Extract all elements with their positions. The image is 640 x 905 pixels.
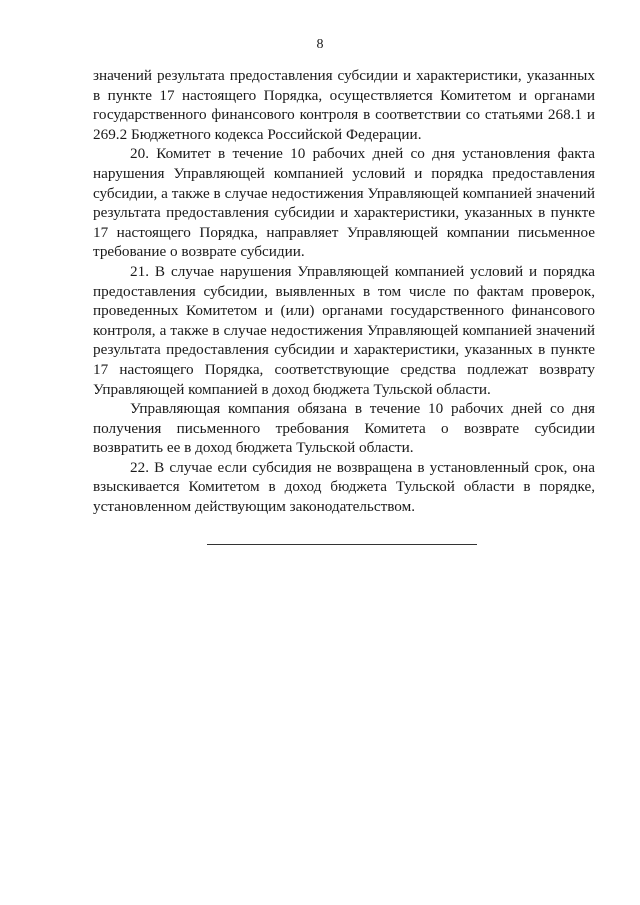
paragraph-continuation: значений результата предоставления субсидии и характеристики, указанных в пункте 17 настоящего Порядка, осуществляется Комитетом и органами государственного финансового контроля в соответствии со статьями 268.1 и 269.2 Бюджетного кодекса Российской Федерации. (93, 67, 595, 143)
paragraph-obligation: Управляющая компания обязана в течение 10 рабочих дней со дня получения письменного требования Комитета о возврате субсидии возвратить ее в доход бюджета Тульской области. (93, 400, 595, 457)
paragraph-item-20: 20. Комитет в течение 10 рабочих дней со дня установления факта нарушения Управляющей компанией условий и порядка предоставления субсидии, а также в случае недостижения Управляющей компанией значений результата предоставления субсидии и характеристики, указанных в пункте 17 настоящего Порядка, направляет Управляющей компании письменное требование о возврате субсидии. (93, 145, 595, 261)
paragraph-item-21: 21. В случае нарушения Управляющей компанией условий и порядка предоставления субсидии, выявленных в том числе по фактам проверок, проведенных Комитетом и (или) органами государственного финансового контроля, а также в случае недостижения Управляющей компанией значений результата предоставления субсидии и характеристики, указанных в пункте 17 настоящего Порядка, соответствующие средства подлежат возврату Управляющей компанией в доход бюджета Тульской области. (93, 262, 595, 398)
page-number: 8 (316, 37, 324, 52)
end-of-document-line (207, 544, 477, 545)
document-body (93, 66, 595, 517)
paragraph-item-22: 22. В случае если субсидия не возвращена в установленный срок, она взыскивается Комитетом в доход бюджета Тульской области в порядке, установленном действующим законодательством. (93, 458, 595, 516)
